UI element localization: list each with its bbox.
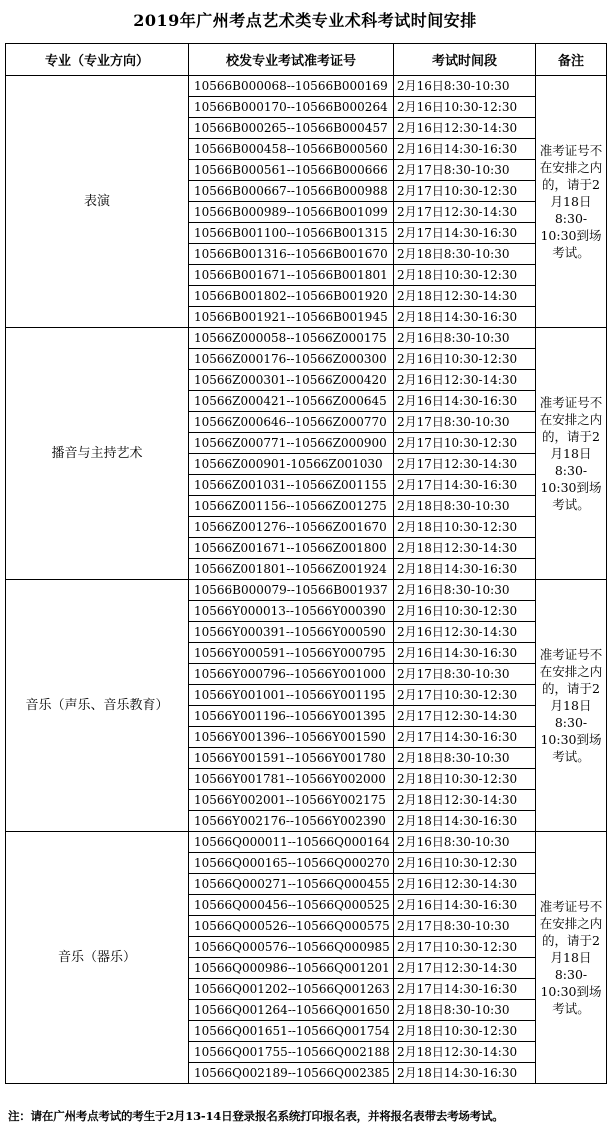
ticket-range-cell: 10566Y002001--10566Y002175 (189, 790, 394, 811)
ticket-range-cell: 10566Q000986--10566Q001201 (189, 958, 394, 979)
time-slot-cell: 2月17日10:30-12:30 (394, 685, 536, 706)
ticket-range-cell: 10566B000561--10566B000666 (189, 160, 394, 181)
ticket-range-cell: 10566Y000591--10566Y000795 (189, 643, 394, 664)
ticket-range-cell: 10566Z001031--10566Z001155 (189, 475, 394, 496)
ticket-range-cell: 10566Q001264--10566Q001650 (189, 1000, 394, 1021)
time-slot-cell: 2月16日14:30-16:30 (394, 391, 536, 412)
ticket-range-cell: 10566B000068--10566B000169 (189, 76, 394, 97)
major-cell: 表演 (6, 76, 189, 328)
time-slot-cell: 2月17日12:30-14:30 (394, 958, 536, 979)
time-slot-cell: 2月18日8:30-10:30 (394, 496, 536, 517)
time-slot-cell: 2月18日14:30-16:30 (394, 307, 536, 328)
header-ticket-range: 校发专业考试准考证号 (189, 44, 394, 76)
ticket-range-cell: 10566Z000421--10566Z000645 (189, 391, 394, 412)
ticket-range-cell: 10566Y000391--10566Y000590 (189, 622, 394, 643)
ticket-range-cell: 10566Q000526--10566Q000575 (189, 916, 394, 937)
time-slot-cell: 2月17日12:30-14:30 (394, 202, 536, 223)
time-slot-cell: 2月17日10:30-12:30 (394, 937, 536, 958)
schedule-body (6, 76, 607, 1084)
footnote: 注：请在广州考点考试的考生于2月13-14日登录报名系统打印报名表，并将报名表带去考场考试。 (8, 1109, 504, 1123)
time-slot-cell: 2月18日12:30-14:30 (394, 538, 536, 559)
time-slot-cell: 2月18日10:30-12:30 (394, 517, 536, 538)
time-slot-cell: 2月18日10:30-12:30 (394, 265, 536, 286)
time-slot-cell: 2月16日8:30-10:30 (394, 328, 536, 349)
ticket-range-cell: 10566Z000176--10566Z000300 (189, 349, 394, 370)
time-slot-cell: 2月16日12:30-14:30 (394, 622, 536, 643)
time-slot-cell: 2月18日12:30-14:30 (394, 790, 536, 811)
ticket-range-cell: 10566Q000456--10566Q000525 (189, 895, 394, 916)
ticket-range-cell: 10566Z000646--10566Z000770 (189, 412, 394, 433)
ticket-range-cell: 10566Z000901-10566Z001030 (189, 454, 394, 475)
time-slot-cell: 2月17日14:30-16:30 (394, 979, 536, 1000)
ticket-range-cell: 10566B001316--10566B001670 (189, 244, 394, 265)
time-slot-cell: 2月16日14:30-16:30 (394, 895, 536, 916)
time-slot-cell: 2月18日14:30-16:30 (394, 559, 536, 580)
ticket-range-cell: 10566B001671--10566B001801 (189, 265, 394, 286)
header-time-slot: 考试时间段 (394, 44, 536, 76)
ticket-range-cell: 10566B001921--10566B001945 (189, 307, 394, 328)
note-cell: 准考证号不在安排之内的，请于2月18日8:30-10:30到场考试。 (536, 76, 607, 328)
ticket-range-cell: 10566Y000013--10566Y000390 (189, 601, 394, 622)
page-title: 2019年广州考点艺术类专业术科考试时间安排 (133, 11, 477, 30)
ticket-range-cell: 10566Z000771--10566Z000900 (189, 433, 394, 454)
major-cell: 播音与主持艺术 (6, 328, 189, 580)
table-row (6, 328, 607, 349)
time-slot-cell: 2月16日12:30-14:30 (394, 370, 536, 391)
ticket-range-cell: 10566Z001671--10566Z001800 (189, 538, 394, 559)
table-row (6, 580, 607, 601)
time-slot-cell: 2月18日10:30-12:30 (394, 1021, 536, 1042)
ticket-range-cell: 10566Q000576--10566Q000985 (189, 937, 394, 958)
time-slot-cell: 2月18日8:30-10:30 (394, 244, 536, 265)
time-slot-cell: 2月17日14:30-16:30 (394, 727, 536, 748)
ticket-range-cell: 10566Z000058--10566Z000175 (189, 328, 394, 349)
time-slot-cell: 2月17日8:30-10:30 (394, 664, 536, 685)
time-slot-cell: 2月16日8:30-10:30 (394, 580, 536, 601)
ticket-range-cell: 10566Q000011--10566Q000164 (189, 832, 394, 853)
ticket-range-cell: 10566Z001801--10566Z001924 (189, 559, 394, 580)
time-slot-cell: 2月18日8:30-10:30 (394, 1000, 536, 1021)
header-note: 备注 (536, 44, 607, 76)
major-cell: 音乐（器乐） (6, 832, 189, 1084)
ticket-range-cell: 10566B000667--10566B000988 (189, 181, 394, 202)
time-slot-cell: 2月16日12:30-14:30 (394, 118, 536, 139)
ticket-range-cell: 10566Q001202--10566Q001263 (189, 979, 394, 1000)
time-slot-cell: 2月16日8:30-10:30 (394, 76, 536, 97)
table-row (6, 76, 607, 97)
ticket-range-cell: 10566Z001156--10566Z001275 (189, 496, 394, 517)
time-slot-cell: 2月17日8:30-10:30 (394, 916, 536, 937)
time-slot-cell: 2月16日14:30-16:30 (394, 139, 536, 160)
major-cell: 音乐（声乐、音乐教育） (6, 580, 189, 832)
ticket-range-cell: 10566B000170--10566B000264 (189, 97, 394, 118)
time-slot-cell: 2月17日8:30-10:30 (394, 412, 536, 433)
ticket-range-cell: 10566Y001591--10566Y001780 (189, 748, 394, 769)
time-slot-cell: 2月16日10:30-12:30 (394, 853, 536, 874)
ticket-range-cell: 10566B000989--10566B001099 (189, 202, 394, 223)
time-slot-cell: 2月17日8:30-10:30 (394, 160, 536, 181)
ticket-range-cell: 10566Z001276--10566Z001670 (189, 517, 394, 538)
time-slot-cell: 2月17日14:30-16:30 (394, 223, 536, 244)
ticket-range-cell: 10566B001100--10566B001315 (189, 223, 394, 244)
ticket-range-cell: 10566Y001001--10566Y001195 (189, 685, 394, 706)
ticket-range-cell: 10566Q000271--10566Q000455 (189, 874, 394, 895)
header-row (6, 44, 607, 76)
note-cell: 准考证号不在安排之内的，请于2月18日8:30-10:30到场考试。 (536, 580, 607, 832)
time-slot-cell: 2月16日10:30-12:30 (394, 349, 536, 370)
time-slot-cell: 2月16日10:30-12:30 (394, 601, 536, 622)
time-slot-cell: 2月17日10:30-12:30 (394, 433, 536, 454)
ticket-range-cell: 10566Y000796--10566Y001000 (189, 664, 394, 685)
time-slot-cell: 2月18日14:30-16:30 (394, 1063, 536, 1084)
ticket-range-cell: 10566Y001396--10566Y001590 (189, 727, 394, 748)
header-major: 专业（专业方向） (6, 44, 189, 76)
time-slot-cell: 2月16日14:30-16:30 (394, 643, 536, 664)
time-slot-cell: 2月18日12:30-14:30 (394, 1042, 536, 1063)
ticket-range-cell: 10566B000265--10566B000457 (189, 118, 394, 139)
time-slot-cell: 2月16日10:30-12:30 (394, 97, 536, 118)
time-slot-cell: 2月17日12:30-14:30 (394, 706, 536, 727)
ticket-range-cell: 10566B001802--10566B001920 (189, 286, 394, 307)
time-slot-cell: 2月18日8:30-10:30 (394, 748, 536, 769)
time-slot-cell: 2月18日12:30-14:30 (394, 286, 536, 307)
ticket-range-cell: 10566Z000301--10566Z000420 (189, 370, 394, 391)
ticket-range-cell: 10566B000458--10566B000560 (189, 139, 394, 160)
time-slot-cell: 2月16日8:30-10:30 (394, 832, 536, 853)
table-row (6, 832, 607, 853)
ticket-range-cell: 10566Y002176--10566Y002390 (189, 811, 394, 832)
time-slot-cell: 2月16日12:30-14:30 (394, 874, 536, 895)
ticket-range-cell: 10566Q000165--10566Q000270 (189, 853, 394, 874)
note-cell: 准考证号不在安排之内的，请于2月18日8:30-10:30到场考试。 (536, 328, 607, 580)
time-slot-cell: 2月18日10:30-12:30 (394, 769, 536, 790)
time-slot-cell: 2月17日14:30-16:30 (394, 475, 536, 496)
ticket-range-cell: 10566Y001781--10566Y002000 (189, 769, 394, 790)
ticket-range-cell: 10566Q001651--10566Q001754 (189, 1021, 394, 1042)
note-cell: 准考证号不在安排之内的，请于2月18日8:30-10:30到场考试。 (536, 832, 607, 1084)
time-slot-cell: 2月17日10:30-12:30 (394, 181, 536, 202)
time-slot-cell: 2月18日14:30-16:30 (394, 811, 536, 832)
ticket-range-cell: 10566B000079--10566B001937 (189, 580, 394, 601)
ticket-range-cell: 10566Q001755--10566Q002188 (189, 1042, 394, 1063)
ticket-range-cell: 10566Y001196--10566Y001395 (189, 706, 394, 727)
ticket-range-cell: 10566Q002189--10566Q002385 (189, 1063, 394, 1084)
schedule-table (5, 43, 607, 1084)
time-slot-cell: 2月17日12:30-14:30 (394, 454, 536, 475)
